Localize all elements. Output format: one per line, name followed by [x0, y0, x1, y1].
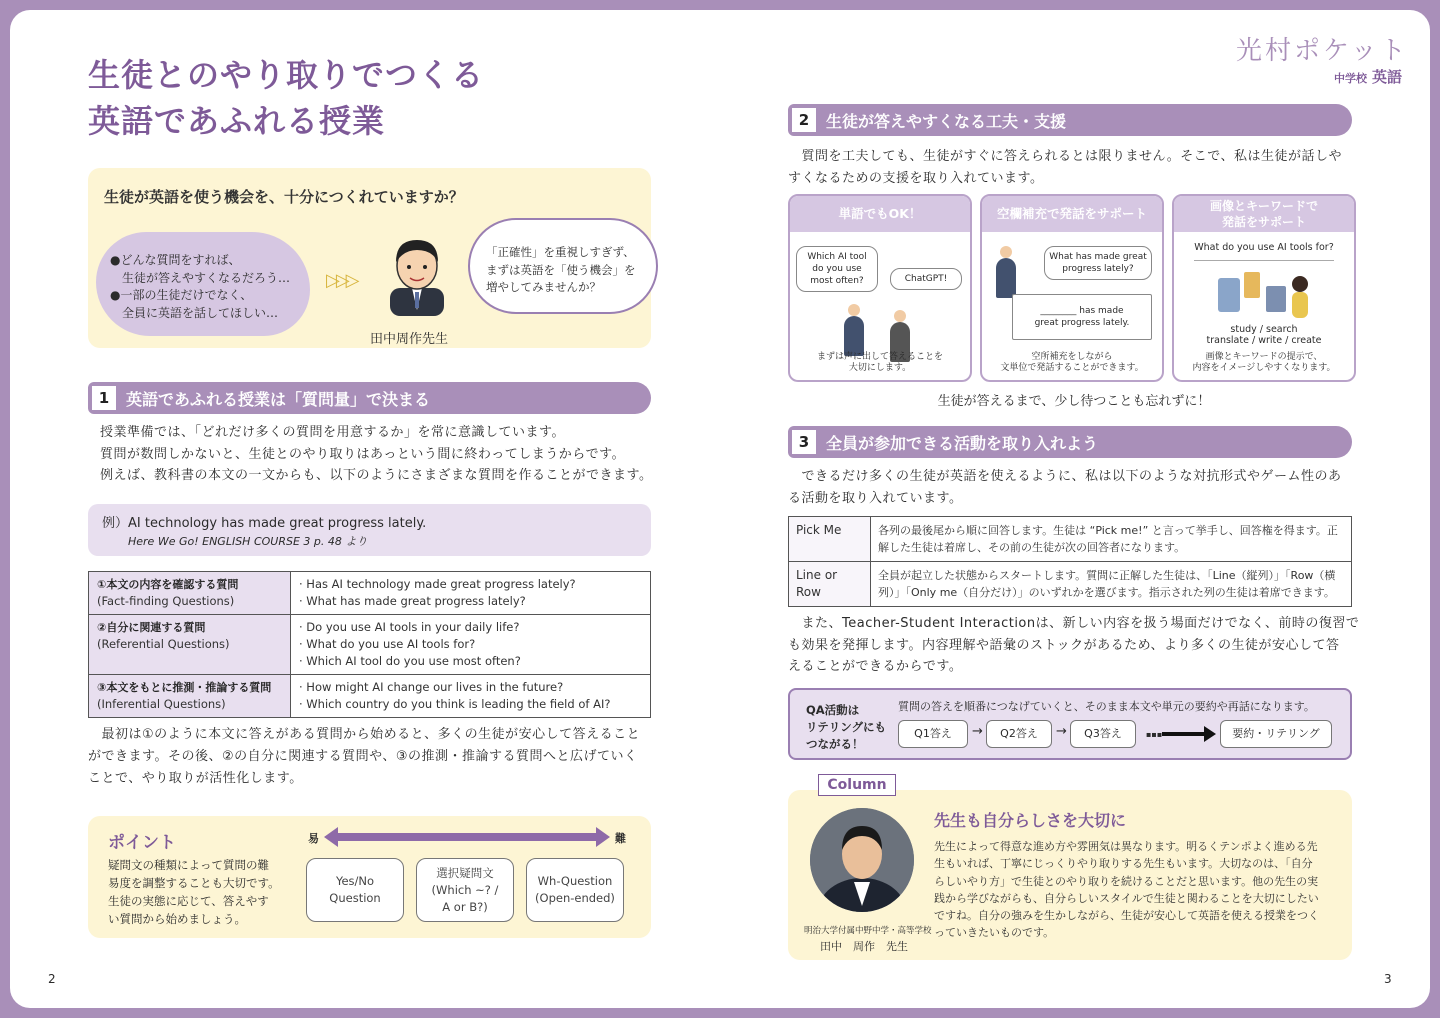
support-card-image — [1172, 194, 1356, 382]
page-number: 2 — [48, 972, 56, 986]
card-caption: 画像とキーワードの提示で、 内容をイメージしやすくなります。 — [1192, 352, 1336, 373]
qa-step-q2: Q2答え — [986, 720, 1052, 748]
question-table-row — [89, 615, 651, 675]
question-examples: · How might AI change our lives in the future? · Which country do you think is leading the field of AI? — [299, 680, 611, 711]
section-number: 1 — [92, 386, 116, 410]
question-type-en: (Referential Questions) — [97, 637, 230, 651]
teacher-photo — [810, 808, 914, 912]
column-tab: Column — [818, 774, 896, 796]
game-name: Pick Me — [789, 517, 871, 562]
game-description-cell — [871, 517, 1352, 562]
card-blank-box: ________ has made great progress lately. — [1012, 294, 1152, 340]
arrow-right-icon: → — [972, 724, 983, 739]
page-title: 生徒とのやり取りでつくる 英語であふれる授業 — [88, 56, 485, 140]
logo-sub1: 中学校 — [1334, 72, 1367, 85]
game-table-row — [789, 517, 1352, 562]
qa-label: QA活動は リテリングにも つながる！ — [806, 703, 887, 751]
speech-bubble — [468, 218, 658, 314]
point-title: ポイント — [108, 833, 176, 853]
photo-caption-school: 明治大学付属中野中学・高等学校 — [804, 926, 932, 936]
game-description: 各列の最後尾から順に回答します。生徒は “Pick me!” と言って挙手し、回答権を得ます。正 解した生徒は着席し、その前の生徒が次の回答者になります。 — [878, 524, 1338, 554]
question-examples: · Do you use AI tools in your daily life? · What do you use AI tools for? · Which AI tool do you use most often? — [299, 620, 521, 668]
game-description: 全員が起立した状態からスタートします。質問に正解した生徒は、「Line（縦列）」「Row（横 列）」「Only me（自分だけ）」のいずれかを選びます。指示された列の生徒は着席できます。 — [878, 569, 1336, 599]
example-source: Here We Go! ENGLISH COURSE 3 p. 48 より — [128, 535, 368, 548]
question-examples-cell — [291, 615, 651, 675]
arrow-icons: ▷▷▷ — [326, 270, 356, 291]
question-type-en: (Inferential Questions) — [97, 697, 226, 711]
section-2-paragraph: 質問を工夫しても、生徒がすぐに答えられるとは限りません。そこで、私は生徒が話しや すくなるための支援を取り入れています。 — [788, 149, 1343, 186]
teacher-figure-icon — [996, 258, 1016, 298]
game-name: Line or Row — [789, 562, 871, 607]
wait-note: 生徒が答えるまで、少し待つことも忘れずに！ — [937, 394, 1211, 409]
example-sentence: 例）AI technology has made great progress lately. — [102, 516, 427, 531]
question-type-en: (Fact-finding Questions) — [97, 594, 235, 608]
card-heading: 画像とキーワードで 発話をサポート — [1174, 196, 1354, 232]
game-table-row — [789, 562, 1352, 607]
point-text: 疑問文の種類によって質問の難 易度を調整することも大切です。 生徒の実態に応じて、答えやす い質問から始めましょう。 — [108, 858, 280, 926]
card-answer-bubble: ChatGPT! — [890, 268, 962, 290]
card-caption: まずは声に出して答えることを 大切にします。 — [816, 352, 943, 373]
teacher-portrait-icon — [810, 808, 914, 912]
section-3-after-paragraph: また、Teacher-Student Interactionは、新しい内容を扱う場面だけでなく、前時の復習で も効果を発揮します。内容理解や語彙のストックがあるため、より多くの生徒が安心して答 えることができるからです。 — [788, 616, 1360, 674]
logo-sub2: 英語 — [1372, 68, 1403, 86]
long-arrow-icon — [1162, 726, 1216, 742]
question-type-cell — [89, 675, 291, 718]
left-page — [10, 10, 718, 1008]
question-examples: · Has AI technology made great progress lately? · What has made great progress lately? — [299, 577, 576, 608]
column-title: 先生も自分らしさを大切に — [934, 811, 1127, 830]
thought-cloud — [96, 232, 310, 336]
question-type-cell — [89, 572, 291, 615]
section-label: 英語であふれる授業は「質問量」で決まる — [126, 390, 431, 409]
card-keywords: study / search translate / write / create — [1206, 324, 1322, 346]
support-card-word — [788, 194, 972, 382]
question-heading: 生徒が英語を使う機会を、十分につくれていますか？ — [104, 188, 464, 206]
section-number: 3 — [792, 430, 816, 454]
right-page — [718, 10, 1430, 1008]
card-question-bubble: Which AI tool do you use most often? — [796, 246, 878, 292]
section-1-header — [88, 382, 651, 414]
question-table-row — [89, 675, 651, 718]
question-table — [88, 571, 651, 718]
column-box — [788, 790, 1352, 960]
card-caption: 空所補充をしながら 文単位で発話することができます。 — [1000, 352, 1144, 373]
game-description-cell — [871, 562, 1352, 607]
dots-icon: ▪▪▪ — [1146, 730, 1163, 739]
example-box — [88, 504, 651, 556]
arrow-right-icon: → — [1056, 724, 1067, 739]
photo-caption-name: 田中 周作 先生 — [820, 940, 908, 953]
question-type-jp: ③本文をもとに推測・推論する質問 — [97, 681, 272, 694]
section-1-paragraph: 授業準備では、「どれだけ多くの質問を用意するか」を常に意識しています。 質問が数問しかないと、生徒とのやり取りはあっという間に終わってしまうからです。 例えば、教科書の本文の一文からも、以下のようにさまざまな質問を作ることができます。 — [100, 425, 653, 483]
thought-text: ●どんな質問をすれば、 生徒が答えやすくなるだろう… ●一部の生徒だけでなく、 全員に英語を話してほしい… — [110, 253, 291, 320]
question-box — [88, 168, 651, 348]
game-table — [788, 516, 1352, 607]
column-text: 先生によって得意な進め方や雰囲気は異なります。明るくテンポよく進める先 生もいれば、丁寧にじっくりやり取りする先生もいます。大切なのは、「自分 らしいやり方」で生徒とのやり取りを続けることだと思います。他の先生の実 践から学びながらも、自分らしいスタイルで生徒と関わることを大切にしたい ですね。自分の強みを生かしながら、生徒が安心して英語を使える授業をつく っていきたいものです。 — [934, 840, 1319, 940]
hard-label: 難 — [615, 832, 626, 845]
question-type-jp: ②自分に関連する質問 — [97, 621, 206, 634]
ai-tools-illustration-icon — [1214, 268, 1314, 322]
section-3-header — [788, 426, 1352, 458]
section-3-paragraph: できるだけ多くの生徒が英語を使えるように、私は以下のような対抗形式やゲーム性のあ る活動を取り入れています。 — [788, 469, 1342, 506]
teacher-figure-icon — [844, 316, 864, 356]
speech-text: 「正確性」を重視しすぎず、 まずは英語を「使う機会」を 増やしてみませんか？ — [486, 245, 636, 294]
scale-choice: 選択疑問文 (Which ~? / A or B?) — [416, 858, 514, 922]
logo-main: 光村ポケット — [1236, 36, 1409, 66]
card-question: What do you use AI tools for? — [1194, 242, 1334, 253]
support-card-blank — [980, 194, 1164, 382]
qa-step-q3: Q3答え — [1070, 720, 1136, 748]
card-question-bubble: What has made great progress lately? — [1044, 246, 1152, 280]
difficulty-arrow-icon — [324, 826, 610, 848]
section-label: 全員が参加できる活動を取り入れよう — [826, 434, 1099, 453]
scale-yes-no: Yes/No Question — [306, 858, 404, 922]
question-type-cell — [89, 615, 291, 675]
point-box — [88, 816, 651, 938]
easy-label: 易 — [308, 832, 319, 845]
qa-retelling-box — [788, 688, 1352, 760]
question-type-jp: ①本文の内容を確認する質問 — [97, 578, 239, 591]
scale-wh: Wh-Question (Open-ended) — [526, 858, 624, 922]
section-2-header — [788, 104, 1352, 136]
qa-step-final: 要約・リテリング — [1220, 720, 1332, 748]
divider — [1194, 260, 1334, 261]
teacher-name: 田中周作先生 — [370, 332, 449, 347]
qa-description: 質問の答えを順番につなげていくと、そのまま本文や単元の要約や再話になります。 — [898, 700, 1315, 713]
card-heading: 空欄補充で発話をサポート — [982, 196, 1162, 232]
card-heading: 単語でもOK！ — [790, 196, 970, 232]
question-examples-cell — [291, 675, 651, 718]
section-number: 2 — [792, 108, 816, 132]
page-number: 3 — [1384, 972, 1392, 986]
question-table-row — [89, 572, 651, 615]
section-label: 生徒が答えやすくなる工夫・支援 — [826, 112, 1067, 131]
question-examples-cell — [291, 572, 651, 615]
after-table-paragraph: 最初は①のように本文に答えがある質問から始めると、多くの生徒が安心して答えること ができます。その後、②の自分に関連する質問や、③の推測・推論する質問へと広げていく ことで、やり取りが活性化します。 — [88, 727, 641, 786]
teacher-illustration-icon — [382, 230, 452, 316]
qa-step-q1: Q1答え — [898, 720, 968, 748]
